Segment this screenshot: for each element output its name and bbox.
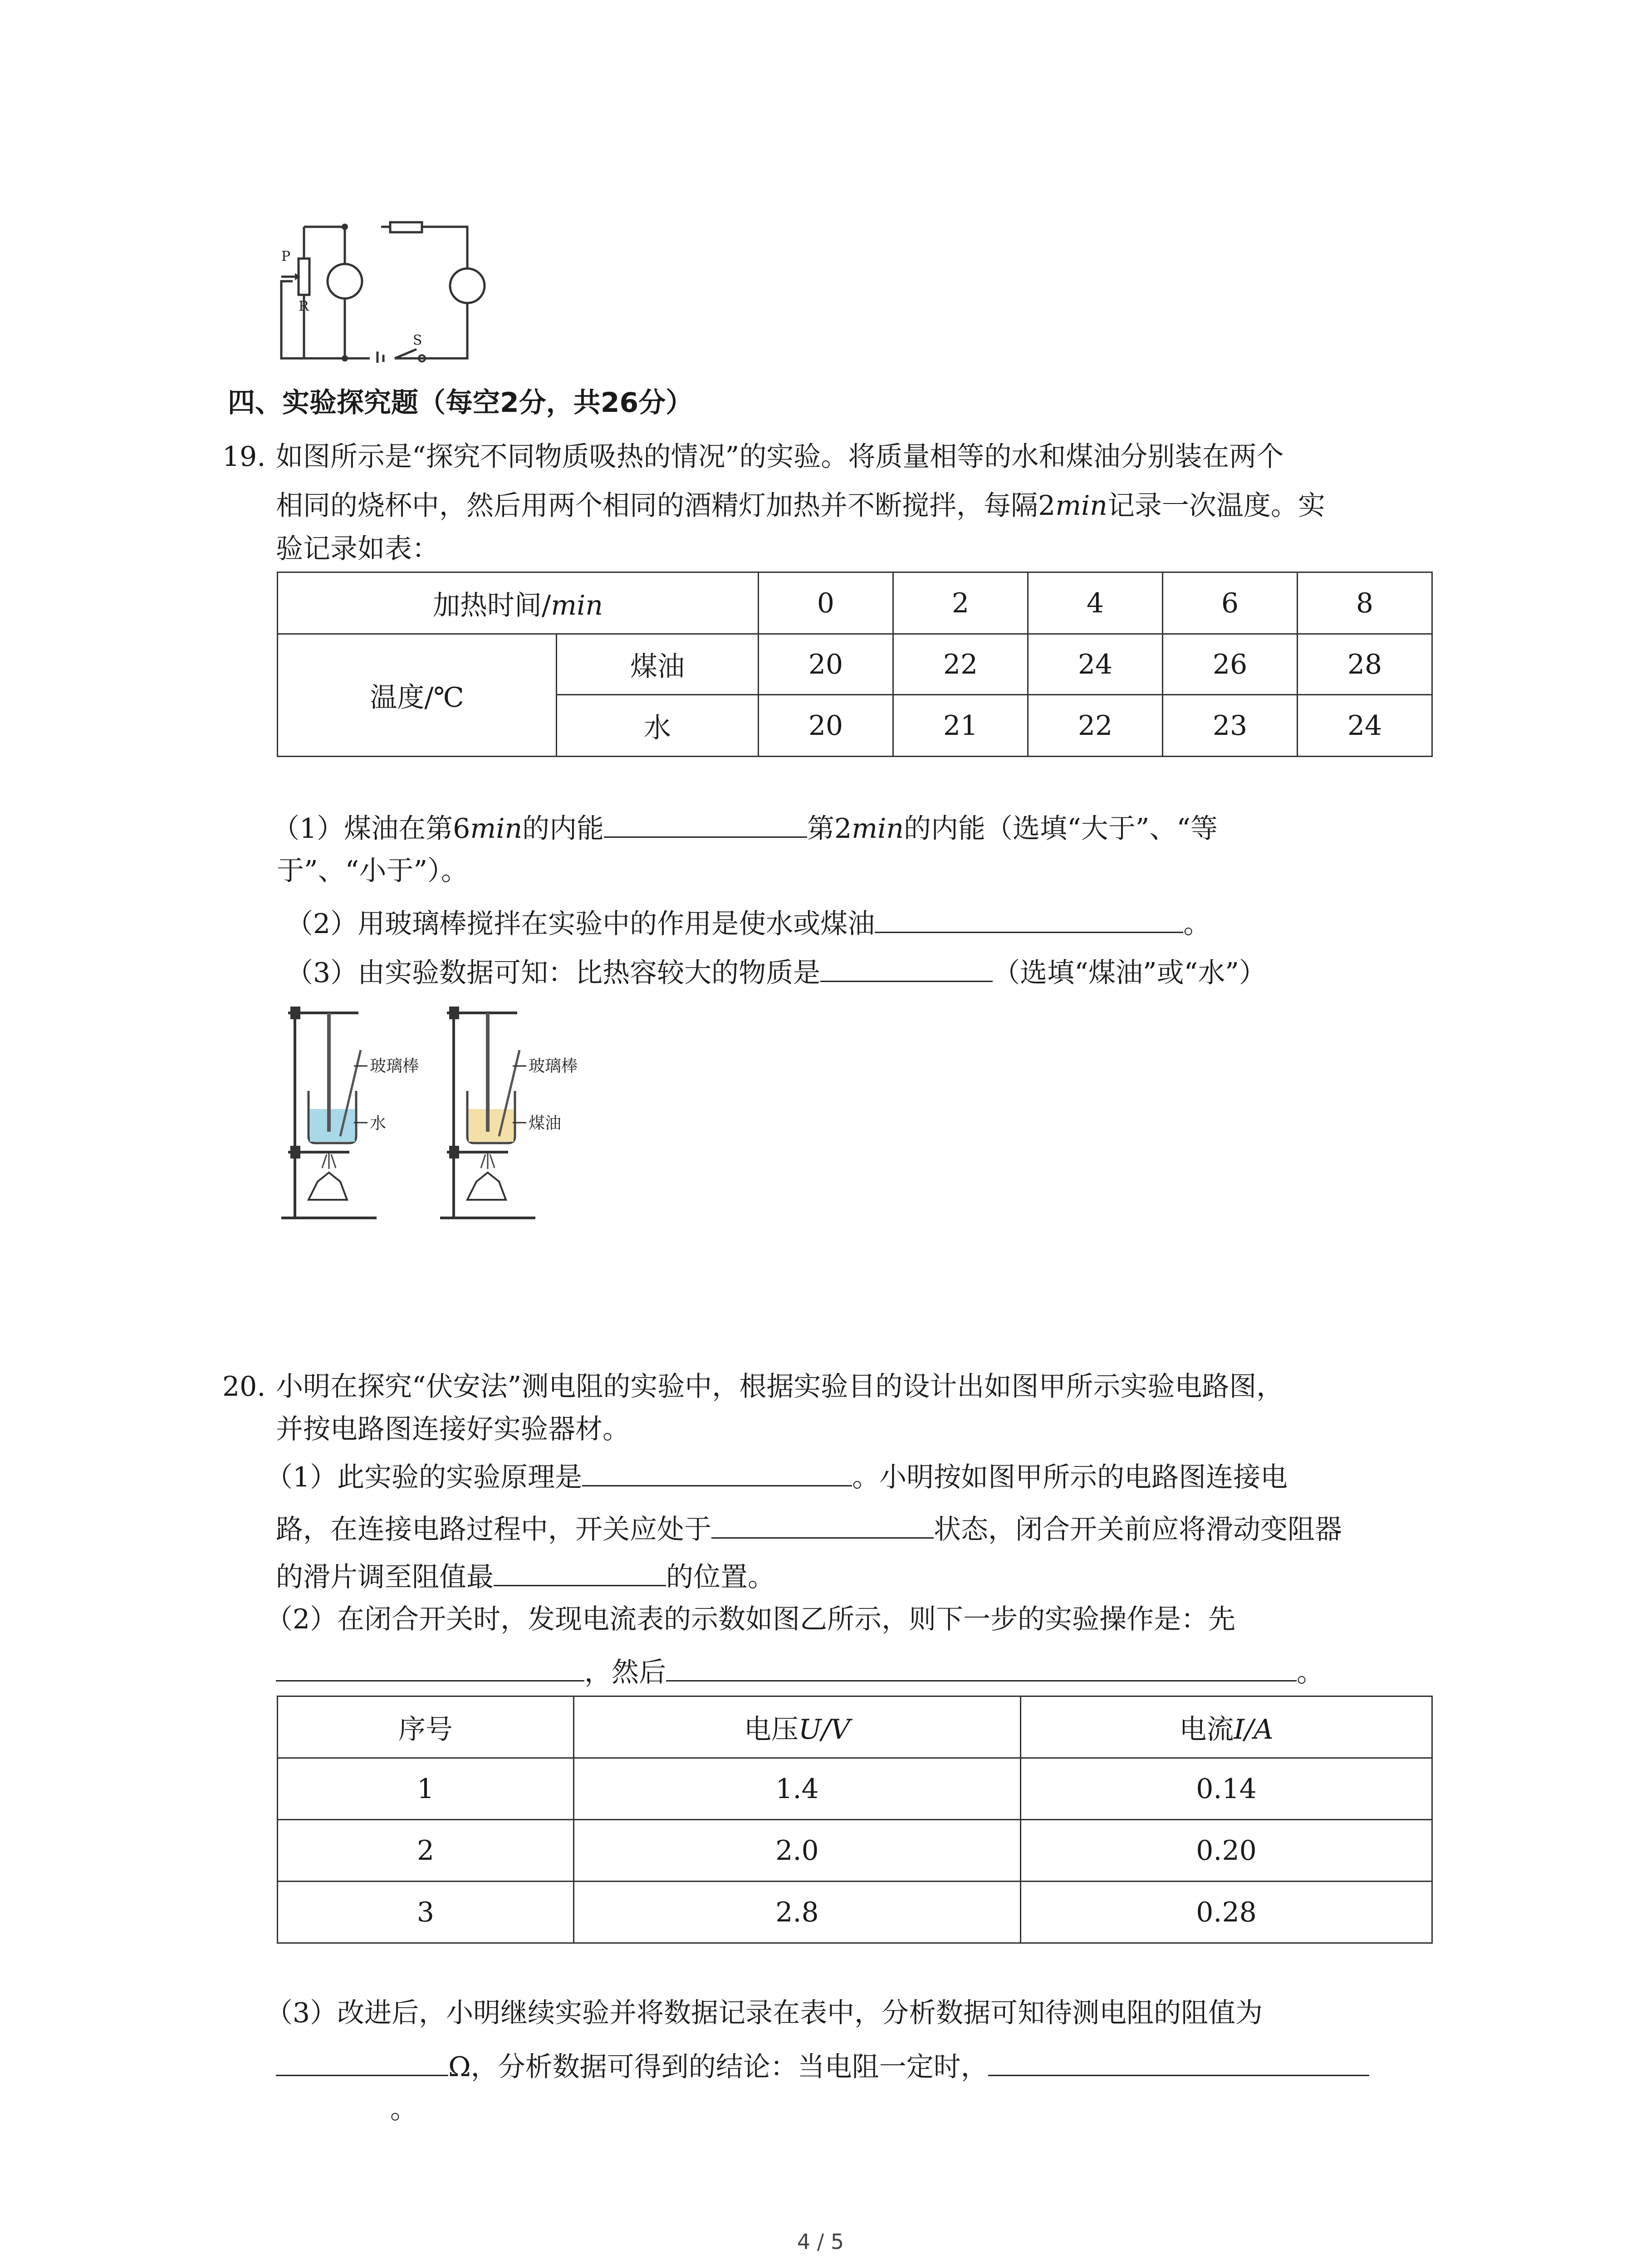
circuit-diagram	[272, 213, 508, 363]
header-current-var: I	[1234, 1713, 1245, 1745]
q19-p1-d: 的内能（选填“大于”、“等	[904, 813, 1218, 845]
label-glass-rod-1: 玻璃棒	[370, 1057, 419, 1075]
q19-p3-b: （选填“煤油”或“水”）	[993, 957, 1266, 989]
q19-line2	[276, 490, 1325, 522]
value-cell: 26	[1163, 634, 1298, 695]
cell-index: 3	[278, 1882, 574, 1943]
header-index: 序号	[278, 1696, 574, 1758]
time-cell: 8	[1298, 572, 1432, 634]
table-row	[278, 634, 1432, 695]
cell-voltage: 2.0	[574, 1820, 1021, 1882]
q19-part2	[286, 907, 1210, 938]
q20-p1-f: 的位置。	[666, 1561, 775, 1593]
q20-part1-line1	[265, 1461, 1288, 1491]
q19-line2-b: 记录一次温度。实	[1107, 490, 1325, 522]
q20-p3-b: Ω，分析数据可得到的结论：当电阻一定时，	[448, 2051, 988, 2083]
label-s: S	[413, 332, 422, 348]
q19-line3: 验记录如表：	[276, 533, 439, 565]
cell-current: 0.20	[1021, 1820, 1432, 1882]
answer-blank-q19-1[interactable]	[604, 812, 807, 838]
q20-line2: 并按电路图连接好实验器材。	[276, 1413, 630, 1445]
q20-p2-c: 。	[1297, 1657, 1324, 1688]
page-number: 4 / 5	[797, 2229, 844, 2254]
q20-part1-line2	[276, 1513, 1342, 1543]
value-cell: 22	[893, 634, 1028, 695]
q20-p1-b: 。小明按如图甲所示的电路图连接电	[852, 1461, 1288, 1493]
time-cell: 2	[893, 572, 1028, 634]
row-name-water: 水	[557, 695, 759, 757]
header-current	[1021, 1696, 1432, 1758]
row-name-kerosene: 煤油	[557, 634, 759, 695]
q20-p2-b: ，然后	[584, 1657, 666, 1688]
q19-data-table	[277, 572, 1433, 757]
q19-p2-b: 。	[1183, 908, 1211, 940]
q20-p1-d: 状态，闭合开关前应将滑动变阻器	[934, 1514, 1342, 1545]
q20-part3-end: 。	[390, 2093, 417, 2125]
answer-blank-q20-1[interactable]	[582, 1461, 852, 1486]
q19-line2-unit: min	[1055, 490, 1107, 522]
time-cell: 0	[759, 572, 893, 634]
table-row	[278, 1696, 1432, 1758]
label-water: 水	[370, 1114, 387, 1133]
time-cell: 6	[1163, 572, 1298, 634]
value-cell: 28	[1298, 634, 1432, 695]
q19-p1-unit2: min	[852, 813, 904, 845]
q20-number: 20.	[222, 1371, 266, 1403]
header-voltage-unit: /V	[821, 1713, 851, 1745]
time-header-cell	[278, 572, 759, 634]
header-current-text: 电流	[1179, 1713, 1234, 1745]
answer-blank-q20-3[interactable]	[494, 1560, 666, 1586]
q19-p1-c: 第2	[807, 813, 852, 845]
value-cell: 23	[1163, 695, 1298, 757]
q19-p2-a: （2）用玻璃棒搅拌在实验中的作用是使水或煤油	[286, 908, 875, 940]
q19-line2-a: 相同的烧杯中，然后用两个相同的酒精灯加热并不断搅拌，每隔2	[276, 490, 1056, 522]
header-current-unit: /A	[1244, 1713, 1274, 1745]
q20-p1-a: （1）此实验的实验原理是	[265, 1461, 583, 1493]
table-row	[278, 1882, 1432, 1943]
cell-index: 2	[278, 1820, 574, 1882]
q19-part3	[286, 956, 1266, 987]
answer-blank-q20-5[interactable]	[666, 1656, 1297, 1681]
q20-part1-line3	[276, 1560, 775, 1591]
value-cell: 21	[893, 695, 1028, 757]
answer-blank-q19-2[interactable]	[875, 907, 1183, 933]
q20-p1-e: 的滑片调至阻值最	[276, 1561, 494, 1593]
table-row	[278, 572, 1432, 634]
answer-blank-q20-2[interactable]	[711, 1513, 934, 1539]
header-voltage-var: U	[798, 1713, 822, 1745]
q20-line1: 小明在探究“伏安法”测电阻的实验中，根据实验目的设计出如图甲所示实验电路图，	[276, 1371, 1284, 1403]
header-voltage	[574, 1696, 1021, 1758]
cell-index: 1	[278, 1758, 574, 1820]
label-kerosene: 煤油	[529, 1114, 562, 1133]
cell-voltage: 1.4	[574, 1758, 1021, 1820]
time-cell: 4	[1028, 572, 1163, 634]
label-p: P	[281, 249, 291, 264]
answer-blank-q20-7[interactable]	[988, 2050, 1369, 2076]
temp-header: 温度/℃	[278, 634, 557, 757]
q20-part3: （3）改进后，小明继续实验并将数据记录在表中，分析数据可知待测电阻的阻值为	[265, 1997, 1263, 2029]
label-r: R	[299, 298, 309, 314]
value-cell: 20	[759, 634, 893, 695]
beaker-apparatus-figure	[272, 1000, 599, 1227]
q19-p3-a: （3）由实验数据可知：比热容较大的物质是	[286, 957, 821, 989]
time-unit: min	[551, 589, 603, 621]
cell-current: 0.14	[1021, 1758, 1432, 1820]
answer-blank-q20-6[interactable]	[276, 2050, 448, 2076]
q19-line1: 如图所示是“探究不同物质吸热的情况”的实验。将质量相等的水和煤油分别装在两个	[276, 441, 1284, 473]
q19-part1-cont: 于”、“小于”）。	[277, 855, 469, 887]
answer-blank-q20-4[interactable]	[276, 1656, 584, 1681]
q20-part3-cont	[276, 2050, 1369, 2081]
cell-current: 0.28	[1021, 1882, 1432, 1943]
table-row	[278, 1758, 1432, 1820]
cell-voltage: 2.8	[574, 1882, 1021, 1943]
answer-blank-q19-3[interactable]	[820, 956, 993, 982]
q20-p1-c: 路，在连接电路过程中，开关应处于	[276, 1514, 711, 1545]
q19-part1	[272, 812, 1218, 845]
q19-p1-a: （1）煤油在第6	[272, 813, 470, 845]
table-row	[278, 1820, 1432, 1882]
time-header: 加热时间/	[433, 589, 551, 621]
label-glass-rod-2: 玻璃棒	[529, 1057, 578, 1075]
value-cell: 24	[1028, 634, 1163, 695]
value-cell: 24	[1298, 695, 1432, 757]
header-voltage-text: 电压	[744, 1713, 798, 1745]
section-title: 四、实验探究题（每空2分，共26分）	[228, 387, 693, 419]
q19-number: 19.	[222, 441, 266, 473]
value-cell: 20	[759, 695, 893, 757]
value-cell: 22	[1028, 695, 1163, 757]
q19-p1-unit1: min	[470, 813, 523, 845]
q20-part2-cont	[276, 1656, 1324, 1686]
q20-part2: （2）在闭合开关时，发现电流表的示数如图乙所示，则下一步的实验操作是：先	[265, 1603, 1236, 1635]
q19-p1-b: 的内能	[522, 813, 604, 845]
q20-data-table	[277, 1696, 1433, 1944]
